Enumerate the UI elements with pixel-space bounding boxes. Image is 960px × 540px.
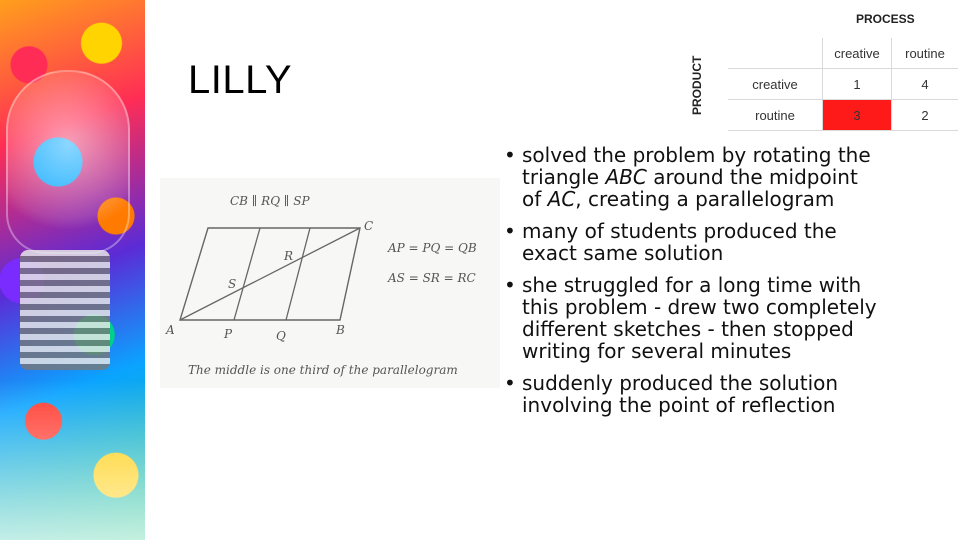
observation-list — [500, 144, 880, 426]
sketch-caption: The middle is one third of the parallelogram — [188, 363, 458, 377]
art-fade — [0, 380, 145, 540]
parallelogram-drawing — [160, 178, 500, 388]
handwritten-sketch — [160, 178, 500, 388]
table-cell: 4 — [892, 69, 959, 100]
table-header-cell: creative — [823, 38, 892, 69]
diagonal-line — [180, 228, 360, 320]
sketch-equation-2: AS = SR = RC — [388, 271, 476, 285]
process-product-table — [728, 38, 958, 131]
point-label-s: S — [228, 277, 237, 291]
table-row-label: creative — [728, 69, 823, 100]
sketch-top-note: CB ∥ RQ ∥ SP — [230, 194, 310, 208]
list-item-text: around the midpoint of — [522, 165, 858, 211]
point-label-c: C — [364, 219, 374, 233]
product-axis-label: PRODUCT — [690, 55, 704, 115]
bulb-base-shape — [20, 250, 110, 370]
list-item-italic: AC — [547, 187, 576, 211]
point-label-r: R — [284, 249, 294, 263]
table-cell: 2 — [892, 100, 959, 131]
inner-line — [286, 228, 310, 320]
list-item — [500, 144, 880, 210]
point-label-p: P — [224, 327, 233, 341]
list-item-text: solved the problem by rotating the triangle — [522, 143, 871, 189]
table-row — [728, 100, 958, 131]
inner-line — [234, 228, 260, 320]
process-axis-label: PROCESS — [856, 12, 915, 26]
bulb-shape — [6, 70, 130, 254]
sketch-equation-1: AP = PQ = QB — [388, 241, 477, 255]
table-header-cell: routine — [892, 38, 959, 69]
list-item-italic: ABC — [605, 165, 647, 189]
table-row — [728, 69, 958, 100]
table-cell-highlighted: 3 — [823, 100, 892, 131]
point-label-a: A — [166, 323, 175, 337]
list-item: • she struggled for a long time with this problem - drew two completely different sketches - then stopped writing for several minutes — [500, 274, 880, 362]
table-cell: 1 — [823, 69, 892, 100]
list-item-text: , creating a parallelogram — [575, 187, 835, 211]
slide-title: LILLY — [188, 58, 293, 102]
table-row-label: routine — [728, 100, 823, 131]
point-label-q: Q — [276, 329, 286, 343]
point-label-b: B — [336, 323, 345, 337]
table-header-row — [728, 38, 958, 69]
table-corner-cell — [728, 38, 823, 69]
list-item: • many of students produced the exact same solution — [500, 220, 880, 264]
lightbulb-art-image — [0, 0, 145, 540]
list-item: • suddenly produced the solution involving the point of reflection — [500, 372, 880, 416]
